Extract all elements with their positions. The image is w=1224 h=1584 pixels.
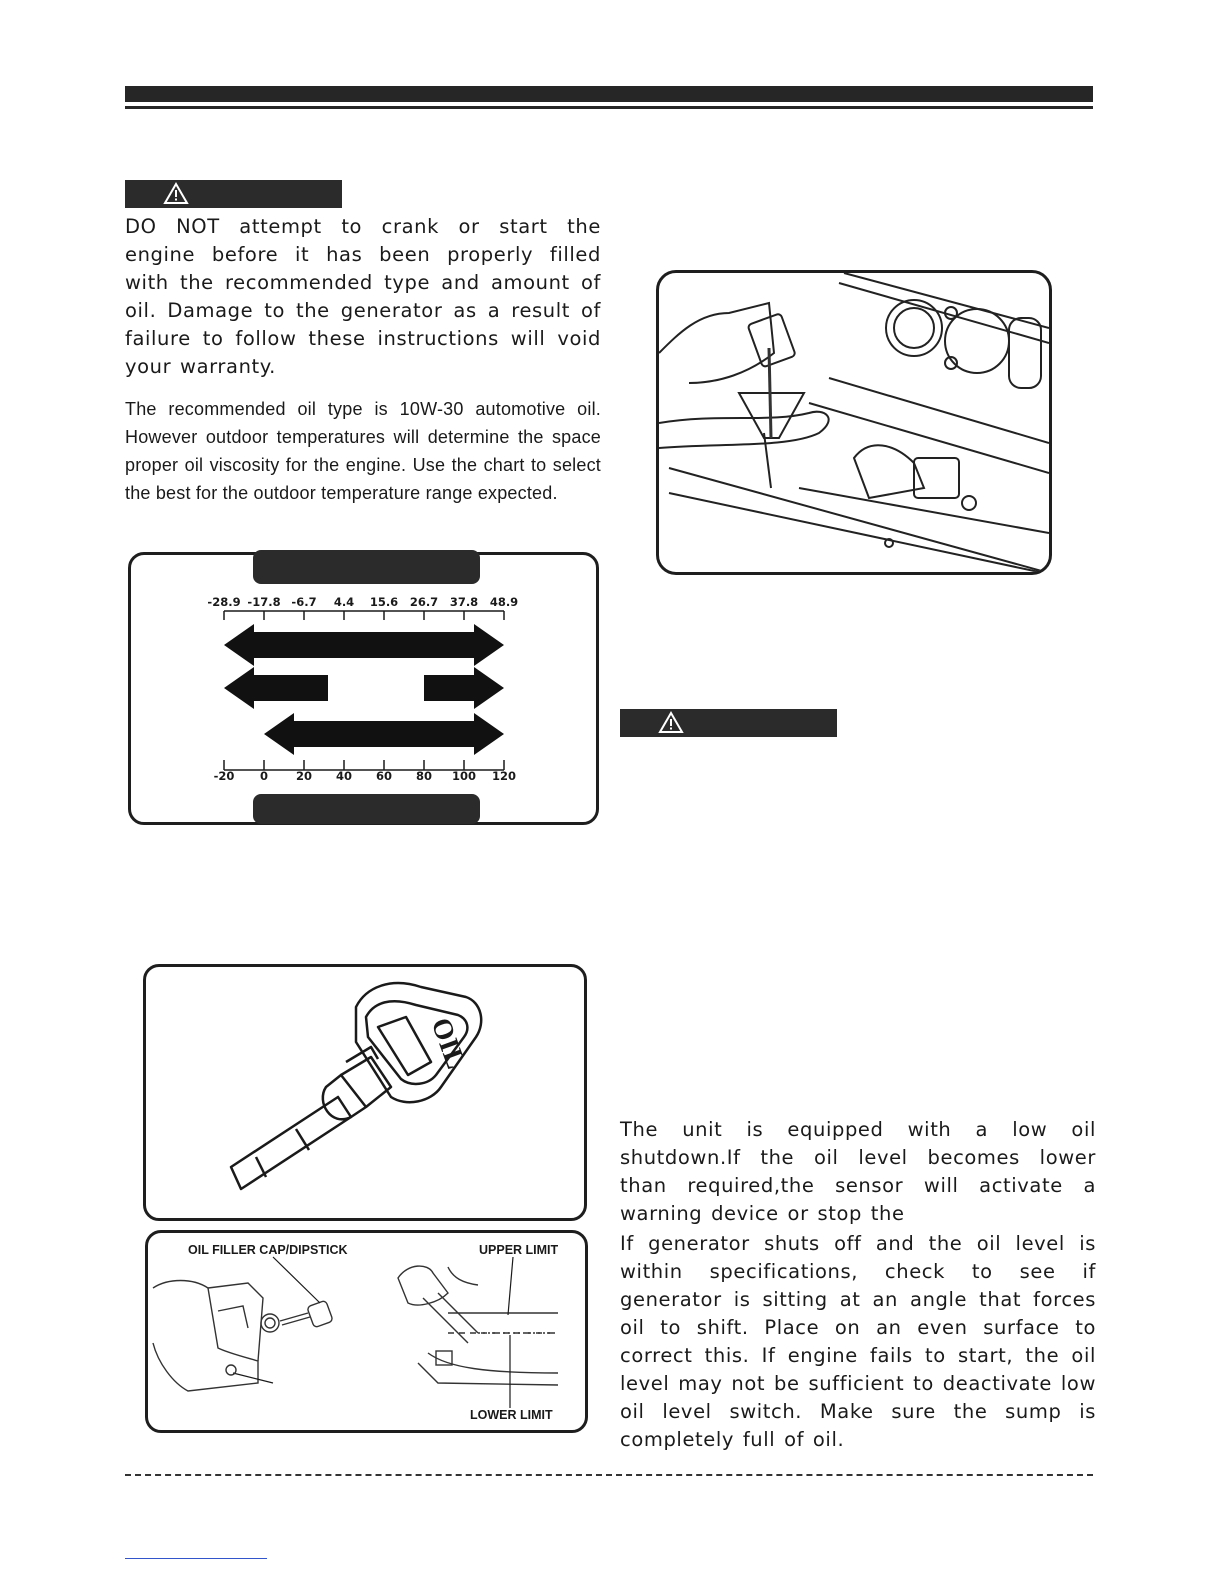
shutoff-text: If generator shuts off and the oil level is within specifications, check to see if generator is sitting at an angle that forces oil to shift. Place on an even surface to correct this. If engine fails to start, the oil level may not be sufficient to deactivate low oil level switch. Make sure the sump is completely full of oil. [620,1232,1096,1451]
celsius-tick-label: 4.4 [333,595,355,609]
celsius-tick-label: 48.9 [489,595,519,609]
oil-pouring-drawing [659,273,1049,572]
dipstick-drawing [146,967,584,1218]
low-oil-text: The unit is equipped with a low oil shutdown.If the oil level becomes lower than required,the sensor will activate a warning device or stop the [620,1118,1096,1225]
fahrenheit-tick-label: 0 [259,769,269,783]
celsius-axis [207,595,518,620]
celsius-tick-label: -17.8 [247,595,281,609]
fahrenheit-tick-label: 80 [415,769,433,783]
warning-icon [658,711,684,735]
dipstick-oil-word: OIL [424,1014,472,1073]
footer-link-underline [125,1558,267,1559]
celsius-tick-label: 26.7 [409,595,439,609]
celsius-tick-label: 37.8 [449,595,479,609]
warning-badge [125,180,342,208]
fahrenheit-tick-label: 100 [451,769,477,783]
oil-level-drawing [148,1233,585,1430]
viscosity-chart [128,552,599,825]
fahrenheit-axis [214,760,516,783]
range-arrow [224,667,328,709]
fahrenheit-tick-label: 40 [335,769,353,783]
fahrenheit-tick-label: 20 [295,769,313,783]
fahrenheit-tick-label: 60 [375,769,393,783]
warning-icon [163,182,189,206]
range-arrows [224,624,504,755]
oil-pouring-illustration [656,270,1052,575]
lower-limit-label: LOWER LIMIT [470,1408,553,1422]
range-arrow [264,713,504,755]
fahrenheit-tick-label: 120 [491,769,517,783]
filler-cap-label: OIL FILLER CAP/DIPSTICK [188,1243,348,1257]
celsius-tick-label: -6.7 [291,595,317,609]
upper-limit-label: UPPER LIMIT [479,1243,559,1257]
celsius-tick-label: -28.9 [207,595,241,609]
oil-type-text: The recommended oil type is 10W-30 automotive oil. However outdoor temperatures will determine the space proper oil viscosity for the engine. Use the chart to select the best for the outdoor temperature range expected. [125,399,601,503]
header-bar [125,86,1093,102]
header-rule [125,106,1093,109]
celsius-tick-label: 15.6 [369,595,399,609]
warning-text: DO NOT attempt to crank or start the engine before it has been properly filled with the recommended type and amount of oil. Damage to the generator as a result of failure to follow these instructions will void your warranty. [125,215,601,378]
footer-divider [125,1474,1093,1476]
range-arrow [224,624,504,666]
warning-badge-2 [620,709,837,737]
range-arrow [424,667,504,709]
dipstick-illustration [143,964,587,1221]
oil-level-diagram [145,1230,588,1433]
fahrenheit-tick-label: -20 [213,769,235,783]
